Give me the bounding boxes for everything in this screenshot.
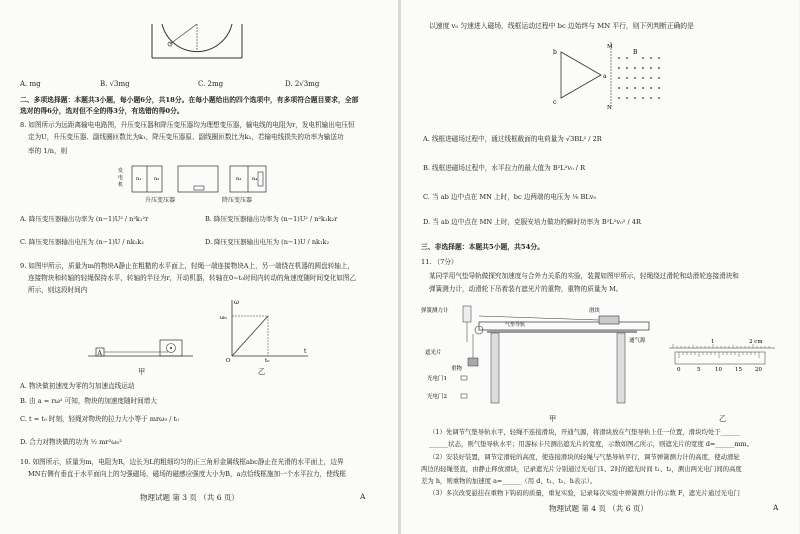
q10-text-2: MN右侧有垂直于水平面向上的匀强磁场，磁场的磁感应强度大小为B，a点恰线框施加一个水平拉力，使线框 xyxy=(28,470,347,478)
q10-boundary-m: M xyxy=(607,44,613,50)
q8-circuit-figure xyxy=(118,164,278,206)
label-gate-1: 光电门1 xyxy=(427,376,447,382)
page-4 xyxy=(401,0,799,534)
q10-option-c: C. 当 ab 边中点在 MN 上时，bc 边两端的电压为 ⅙ BLv₀ xyxy=(423,193,597,201)
vernier-mark-20: 20 xyxy=(755,367,762,373)
q9-option-b: B. 由 a = rω² 可知，物块的加速度随时间增大 xyxy=(20,397,157,405)
q9-option-d: D. 合力对物块做的功为 ½ mr²ω₀² xyxy=(20,438,122,446)
q8-option-c: C. 降压变压器输出电压为 (n−1)U / nk₁k₂ xyxy=(20,238,144,246)
q8-option-d: D. 降压变压器输出电压为 (n−1)U / nk₁k₂ xyxy=(205,238,330,246)
svg-text:电: 电 xyxy=(118,175,124,181)
q9-fig-jia-caption: 甲 xyxy=(138,367,146,376)
q8-option-b: B. 降压变压器输出功率为 (n−1)U² / n²k₁k₂r xyxy=(205,215,338,223)
q10-vertex-a: a xyxy=(603,73,607,80)
vernier-mark-5: 5 xyxy=(697,367,701,373)
svg-text:机: 机 xyxy=(118,182,124,188)
q8-text-1: 8. 如图所示为远距离输电电路图，升压变压器和降压变压器均为理想变压器，输电线的电阻为r，发电机输出电压恒 xyxy=(20,121,355,129)
q11-heading: 11. （7分） xyxy=(421,258,458,266)
q9-omega0-label: ω₀ xyxy=(220,315,227,321)
section3-title: 三、非选择题：本题共5小题，共54分。 xyxy=(421,243,544,251)
svg-text:n₄: n₄ xyxy=(252,176,258,182)
label-shutter: 遮光片 xyxy=(425,350,442,356)
page-3-footer-mark: A xyxy=(360,492,366,501)
q7-option-c: C. 2mg xyxy=(198,80,224,88)
q10-vertex-c: c xyxy=(553,99,557,106)
q10-field-figure xyxy=(531,42,671,110)
label-spring-scale: 弹簧测力计 xyxy=(421,308,449,314)
q10-vertex-b: b xyxy=(553,49,557,56)
q11-sub-6: （3）多次改变悬挂在重物下钩码的质量，重复实验，记录每次实验中弹簧测力计的示数 F，遮光片通过光电门 xyxy=(429,489,740,497)
q10-continued-text: 以速度 v₀ 匀速进入磁场，线框运动过程中 bc 边始终与 MN 平行，则下列判断正确的是 xyxy=(429,22,694,30)
label-gate-2: 光电门2 xyxy=(427,394,447,400)
svg-text:n₂: n₂ xyxy=(154,176,160,182)
q9-text-1: 9. 如图甲所示，质量为m的物块A静止在粗糙的水平面上，轻绳一端连接物块A上，另一端绕在机器的圆盘转轴上， xyxy=(20,262,355,270)
q11-text-2: 弹簧测力计，动滑轮下吊着装有遮光片的重物，重物的质量为 M。 xyxy=(429,285,623,293)
vernier-mark-0: 0 xyxy=(677,367,681,373)
q10-option-b: B. 线框进磁场过程中，水平拉力的最大值为 B²L²v₀ / R xyxy=(423,164,586,172)
q9-option-c: C. t = t₀ 时刻，轻绳对物块的拉力大小等于 mrω₀ / t₀ xyxy=(20,415,179,423)
q7-option-b: B. √3mg xyxy=(100,80,130,88)
q9-figure-yi xyxy=(222,296,312,362)
q7-option-a: A. mg xyxy=(20,80,41,88)
q11-sub-3: （2）安装好装置，调节定滑轮的高度，使连接滑块的轻绳与气垫导轨平行，调节弹簧测力计的高度，使动滑轮 xyxy=(429,453,740,461)
q8-label-step-up: 升压变压器 xyxy=(145,197,176,204)
label-weight: 重物 xyxy=(451,366,463,372)
page-4-footer-mark: A xyxy=(773,503,779,512)
q11-text-1: 某同学用气垫导轨做探究加速度与合外力关系的实验，装置如图甲所示，轻绳绕过滑轮和动滑轮连接滑块和 xyxy=(429,272,739,280)
page-3 xyxy=(0,0,398,534)
q9-block-a-label: A xyxy=(97,350,102,357)
ruler-mark-1: 1 xyxy=(711,339,715,345)
q10-text-1: 10. 如图所示，质量为m，电阻为R，边长为L的粗细均匀的正三角形金属线框abc静止在光滑的水平面上，边界 xyxy=(20,458,344,466)
q9-text-2: 连接物块和转轴的轻绳保持水平，转轴的半径为r，开动机器，转轴在0~t₀时间内转动的角速度随时间变化如图乙 xyxy=(28,274,357,282)
svg-text:n₃: n₃ xyxy=(236,176,242,182)
q9-origin: O xyxy=(226,358,231,364)
q8-label-step-down: 降压变压器 xyxy=(222,197,253,204)
svg-text:发: 发 xyxy=(118,168,124,174)
q11-apparatus-figure xyxy=(421,302,661,412)
q11-vernier-figure xyxy=(669,338,779,380)
q11-sub-1: （1）先调节气垫导轨水平，轻绳不连接滑块，开通气源，将滑块放在气垫导轨上任一位置，滑块均处于______ xyxy=(429,428,740,436)
q9-fig-yi-caption: 乙 xyxy=(258,367,266,376)
q10-option-d: D. 当 ab 边中点在 MN 上时，克服安培力做功的瞬时功率为 B²L²v₀² / 4R xyxy=(423,218,641,226)
label-slider: 滑块 xyxy=(589,308,601,314)
ruler-mark-2: 2 cm xyxy=(749,339,763,345)
q9-figure-jia xyxy=(88,330,193,360)
q9-axis-t: t xyxy=(304,348,307,355)
q11-sub-5: 差为 h，则重物的加速度 a=______（用 d、t₁、t₂、h表示）。 xyxy=(421,477,597,485)
q11-fig-yi-caption: 乙 xyxy=(719,414,727,423)
q7-bowl-figure xyxy=(150,14,245,66)
q11-sub-2: ______状态，则气垫导轨水平；用游标卡尺测出遮光片的宽度，示数如图乙所示，则遮光片的宽度 d=______mm。 xyxy=(429,440,753,448)
vernier-mark-15: 15 xyxy=(735,367,742,373)
page-4-footer: 物理试题 第 4 页 （共 6 页） xyxy=(549,504,648,513)
svg-text:n₁: n₁ xyxy=(136,176,142,182)
q10-field-b: B xyxy=(633,49,638,56)
page-3-footer: 物理试题 第 3 页 （共 6 页） xyxy=(140,493,239,502)
q8-text-3: 率的 1/n，则 xyxy=(28,147,68,155)
q9-option-a: A. 物块做初速度为零的匀加速直线运动 xyxy=(20,382,135,390)
label-air-source: 通气源 xyxy=(629,338,646,344)
q8-option-a: A. 降压变压器输出功率为 (n−1)U² / n²k₁²r xyxy=(20,215,149,223)
q9-t0-label: t₀ xyxy=(265,358,270,364)
vernier-mark-10: 10 xyxy=(715,367,722,373)
q11-sub-4: 两边的轻绳竖直，由静止释放滑块，记录遮光片分别通过光电门1、2时的遮光时间 t₁、t₂，测出两光电门间的高度 xyxy=(421,465,742,473)
q7-option-d: D. 2√3mg xyxy=(285,80,320,88)
q10-boundary-n: N xyxy=(607,105,612,111)
q8-text-2: 定为U，升压变压器、副线圈匝数比为k₁，降压变压器原、副线圈匝数比为k₂，若输电线损失的功率为输送功 xyxy=(28,133,344,141)
q10-option-a: A. 线框进磁场过程中，通过线框截面的电荷量为 √3BL² / 2R xyxy=(423,135,602,143)
section2-title: 二、多项选择题：本题共3小题，每小题6分，共18分。在每小题给出的四个选项中，有多项符合题目要求，全部 xyxy=(20,96,359,104)
q11-fig-jia-caption: 甲 xyxy=(549,414,557,423)
q9-text-3: 所示，则这段时间内 xyxy=(28,286,88,294)
label-air-track: 气垫导轨 xyxy=(505,322,526,328)
section2-title-2: 选对的得6分，选对但不全的得3分，有选错的得0分。 xyxy=(20,107,184,115)
q9-axis-omega: ω xyxy=(234,299,239,306)
